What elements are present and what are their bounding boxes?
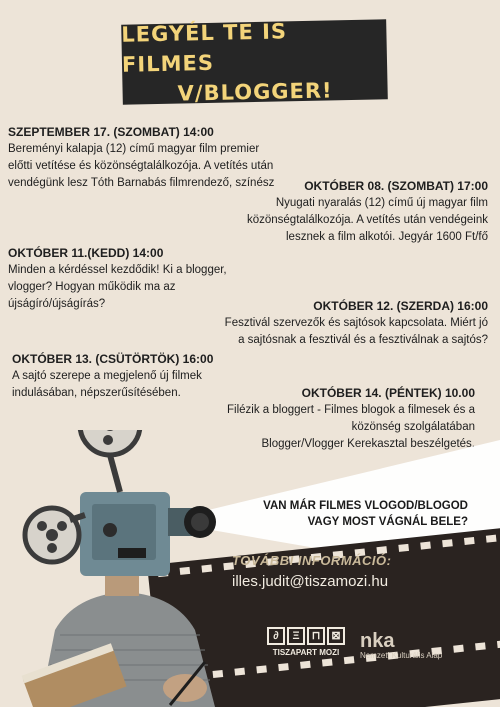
cta-line-2: VAGY MOST VÁGNÁL BELE? <box>307 516 468 528</box>
event-date: OKTÓBER 14. (PÉNTEK) 10.00 <box>301 386 475 400</box>
event-desc-line: a sajtósnak a fesztivál és a fesztiválnak a sajtós? <box>238 334 488 346</box>
event-sep-17 <box>8 124 274 192</box>
bottom-section <box>0 430 500 707</box>
event-okt-11 <box>8 245 227 313</box>
event-desc-line: lesznek a film alkotói. Jegyár 1600 Ft/fő <box>286 231 488 243</box>
event-date: OKTÓBER 13. (CSÜTÖRTÖK) 16:00 <box>12 352 214 366</box>
event-desc-line: előtti vetítése és közönségtalálkozója. A vetítés után <box>8 160 274 172</box>
event-date: OKTÓBER 08. (SZOMBAT) 17:00 <box>304 179 488 193</box>
tiszapart-logo-caption: TISZAPART MOZI <box>272 648 340 657</box>
tiszapart-mozi-logo <box>266 627 346 657</box>
event-desc-line: indulásában, népszerűsítésében. <box>12 387 181 399</box>
event-desc-line: Bereményi kalapja (12) című magyar film premier <box>8 143 260 155</box>
cta-line-1: VAN MÁR FILMES VLOGOD/BLOGOD <box>263 500 468 512</box>
call-to-action <box>263 498 468 530</box>
nka-logo-caption: Nemzeti Kulturális Alap <box>360 651 443 660</box>
title-line-2: V/BLOGGER! <box>177 78 333 106</box>
projector-person-illustration <box>0 430 260 707</box>
event-desc-line: vlogger? Hogyan működik ma az <box>8 281 176 293</box>
event-desc-line: Filézik a bloggert - Filmes blogok a filmesek és a <box>227 404 475 416</box>
event-okt-08 <box>247 178 488 246</box>
event-okt-13 <box>12 351 213 402</box>
event-okt-12 <box>225 298 488 349</box>
event-date: SZEPTEMBER 17. (SZOMBAT) 14:00 <box>8 125 214 139</box>
title-banner <box>121 19 388 105</box>
info-label: TOVÁBBI INFORMÁCIÓ: <box>232 553 392 568</box>
event-desc-line: Nyugati nyaralás (12) című új magyar film <box>275 197 488 209</box>
contact-email[interactable]: illes.judit@tiszamozi.hu <box>232 573 389 590</box>
event-date: OKTÓBER 11.(KEDD) 14:00 <box>8 246 164 260</box>
event-date: OKTÓBER 12. (SZERDA) 16:00 <box>313 299 488 313</box>
tiszapart-logo-mark: ∂ Ξ ⊓ ⊠ <box>266 627 346 645</box>
title-line-1: LEGYÉL TE IS FILMES <box>121 19 288 77</box>
event-desc-line: Fesztivál szervezők és sajtósok kapcsolata. Miért jó <box>224 317 488 329</box>
event-desc-line: közönség szolgálatában <box>351 421 475 433</box>
event-desc-line: Minden a kérdéssel kezdődik! Ki a blogger, <box>8 264 227 276</box>
nka-logo-mark: nka <box>360 630 395 652</box>
event-desc-line: újságíró/újságírás? <box>8 298 106 310</box>
event-desc-line: A sajtó szerepe a megjelenő új filmek <box>12 370 202 382</box>
event-desc-line: Blogger/Vlogger Kerekasztal beszélgetés. <box>261 438 475 450</box>
event-desc-line: közönségtalálkozója. A vetítés után vendégeink <box>246 214 488 226</box>
event-desc-line: vendégünk lesz Tóth Barnabás filmrendező, színész <box>8 177 275 189</box>
nka-logo <box>360 630 442 660</box>
